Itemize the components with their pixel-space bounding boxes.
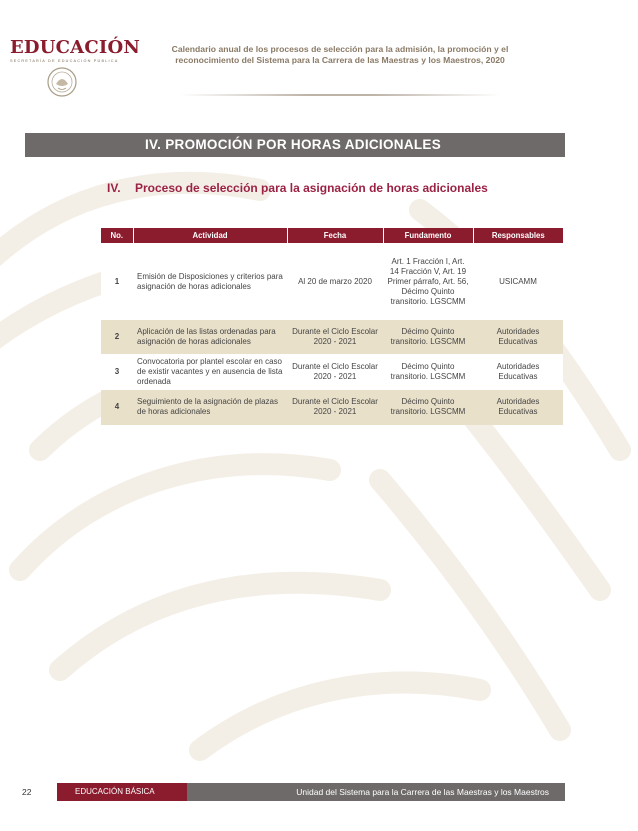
row-activity: Aplicación de las listas ordenadas para asignación de horas adicionales [137, 327, 276, 346]
row-activity: Seguimiento de la asignación de plazas de horas adicionales [137, 397, 278, 417]
row-date: Durante el Ciclo Escolar 2020 - 2021 [292, 327, 378, 346]
row-basis: Décimo Quinto transitorio. LGSCMM [390, 397, 466, 417]
table-row [101, 320, 563, 355]
process-table [101, 228, 563, 425]
table-row [101, 390, 563, 425]
table-row [101, 355, 563, 390]
header-divider [180, 94, 500, 96]
page-footer [0, 783, 638, 801]
header-line-1: Calendario anual de los procesos de selección para la admisión, la promoción y el [171, 44, 509, 54]
row-activity: Emisión de Disposiciones y criterios para asignación de horas adicionales [137, 271, 283, 291]
column-header-no: No. [101, 228, 133, 244]
table-row [101, 244, 563, 320]
section-title: IV. PROMOCIÓN POR HORAS ADICIONALES [145, 137, 442, 152]
row-number: 2 [114, 332, 120, 341]
footer-left-label: EDUCACIÓN BÁSICA [57, 783, 187, 801]
row-date: Al 20 de marzo 2020 [298, 276, 372, 286]
row-activity: Convocatoria por plantel escolar en caso de existir vacantes y en ausencia de lista ordenada [137, 357, 283, 386]
header-line-2: reconocimiento del Sistema para la Carrera de las Maestras y los Maestros, 2020 [175, 55, 505, 65]
footer-right-label: Unidad del Sistema para la Carrera de las Maestras y los Maestros [187, 783, 565, 801]
row-date: Durante el Ciclo Escolar 2020 - 2021 [292, 397, 378, 417]
section-banner [25, 133, 565, 157]
national-seal-icon [46, 66, 78, 98]
column-header-basis: Fundamento [383, 228, 473, 244]
row-number: 1 [114, 276, 120, 286]
page-number: 22 [22, 787, 32, 797]
row-number: 3 [114, 367, 120, 376]
row-basis: Art. 1 Fracción I, Art. 14 Fracción V, Art. 19 Primer párrafo, Art. 56, Décimo Quinto transitorio. LGSCMM [387, 256, 469, 306]
column-header-responsible: Responsables [473, 228, 563, 244]
row-basis: Décimo Quinto transitorio. LGSCMM [390, 362, 466, 381]
row-basis: Décimo Quinto transitorio. LGSCMM [390, 327, 466, 346]
row-responsible: USICAMM [499, 276, 537, 286]
row-number: 4 [114, 402, 120, 412]
row-responsible: Autoridades Educativas [496, 362, 540, 381]
logo-subtitle: SECRETARÍA DE EDUCACIÓN PÚBLICA [10, 59, 119, 63]
sep-logo [10, 37, 140, 63]
column-header-date: Fecha [287, 228, 383, 244]
column-header-activity: Actividad [133, 228, 287, 244]
row-date: Durante el Ciclo Escolar 2020 - 2021 [292, 362, 378, 381]
subsection-title: Proceso de selección para la asignación de horas adicionales [135, 181, 488, 195]
document-header [140, 44, 540, 66]
row-responsible: Autoridades Educativas [496, 397, 540, 417]
row-responsible: Autoridades Educativas [496, 327, 540, 346]
table-header-row [101, 228, 563, 244]
subsection-heading [107, 181, 488, 195]
subsection-number: IV. [107, 181, 121, 195]
logo-title: EDUCACIÓN [10, 37, 140, 58]
